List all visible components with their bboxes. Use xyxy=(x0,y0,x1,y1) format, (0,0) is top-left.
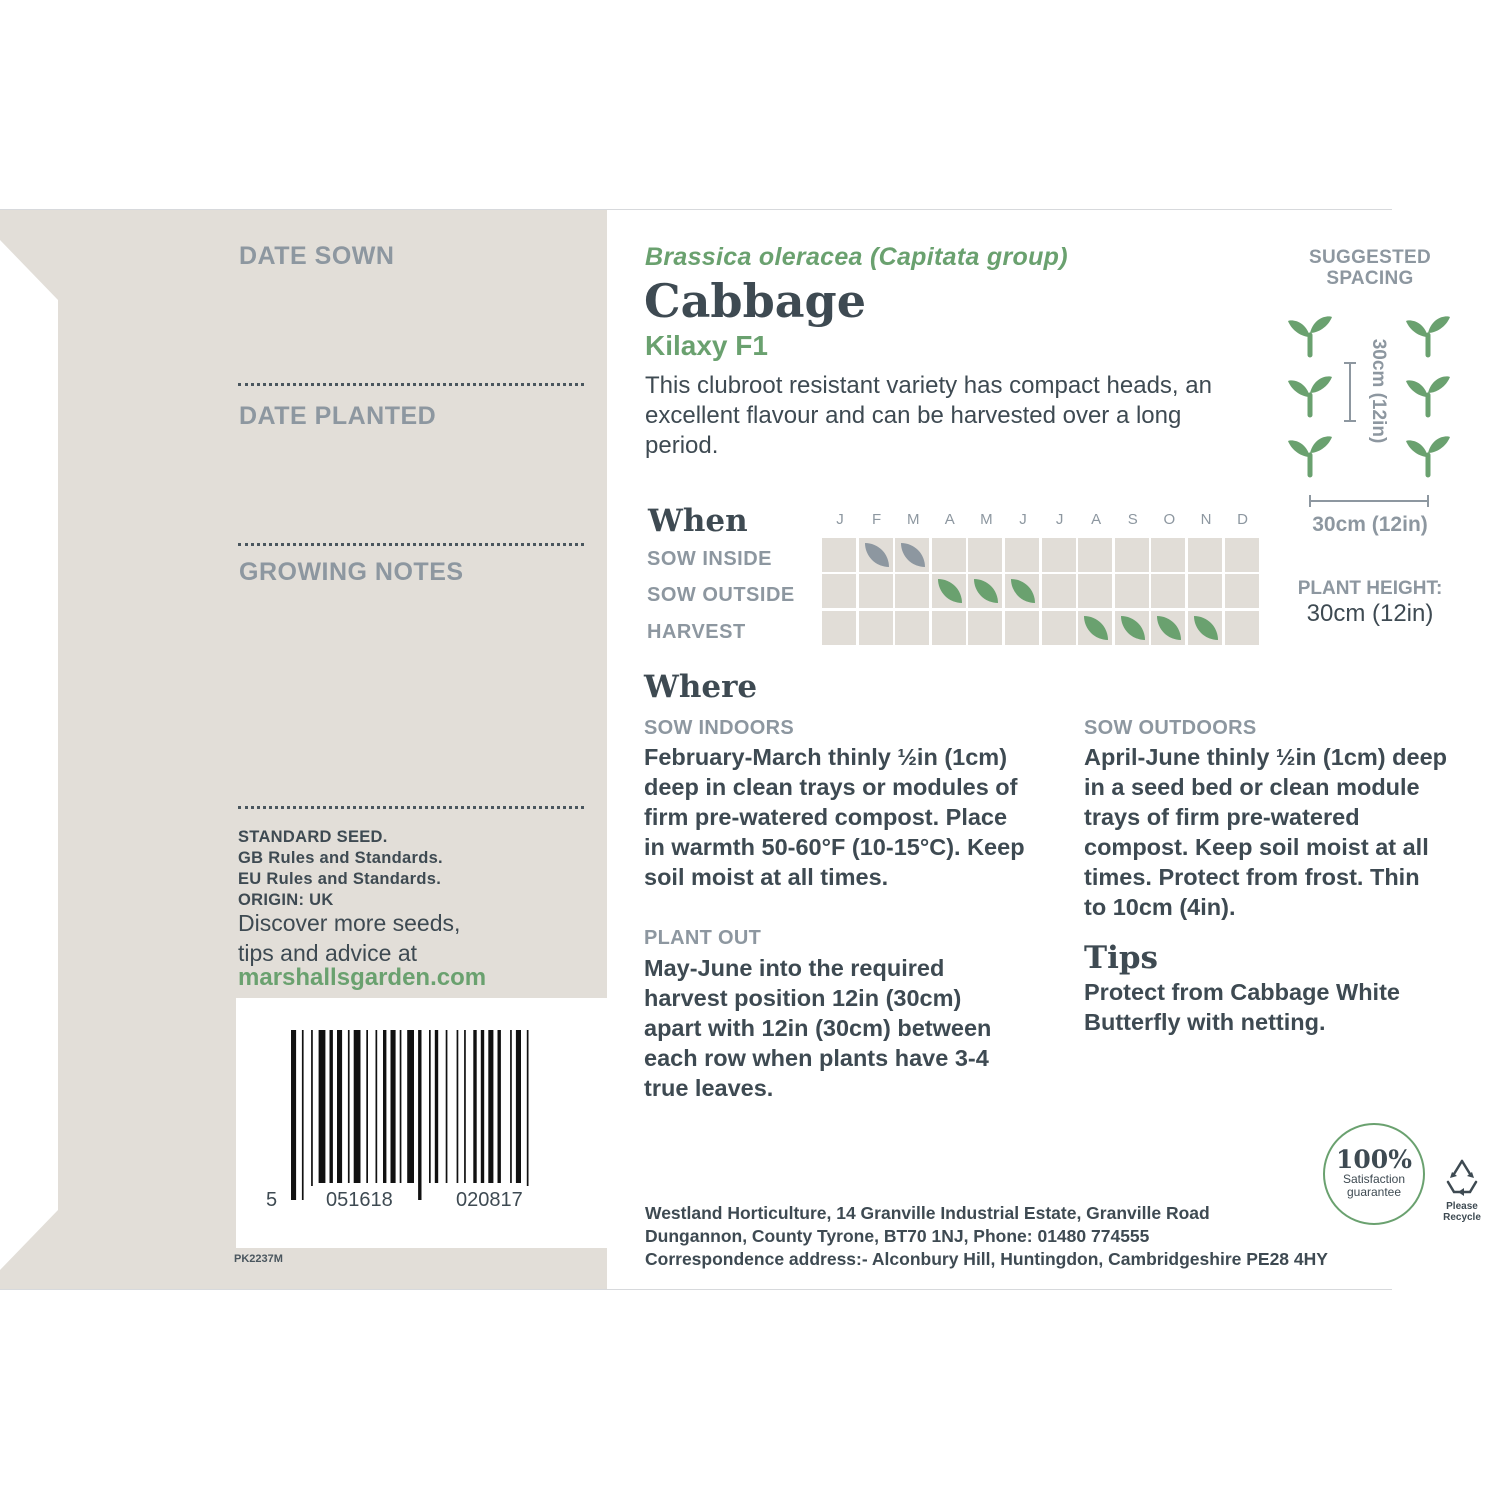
month-label: J xyxy=(1019,511,1027,528)
sow-inside-label: SOW INSIDE xyxy=(647,548,773,570)
spacing-title-line-2: SPACING xyxy=(1326,268,1414,289)
seedling-icon xyxy=(1406,376,1450,415)
address-line-3: Correspondence address:- Alconbury Hill, Huntingdon, Cambridgeshire PE28 4HY xyxy=(645,1249,1328,1269)
leaf-icon xyxy=(938,579,962,603)
satisfaction-badge xyxy=(1323,1123,1425,1225)
sow-outdoors-text xyxy=(1084,742,1447,922)
spacing-vertical-label: 30cm (12in) xyxy=(1368,338,1389,444)
leaf-icon xyxy=(1121,616,1145,640)
plant-out-line: true leaves. xyxy=(644,1075,774,1101)
recycle-icon xyxy=(1442,1158,1482,1196)
badge-line-1: Satisfaction xyxy=(1342,1172,1406,1186)
discover-line-2: tips and advice at xyxy=(238,940,418,966)
calendar-cell xyxy=(1042,574,1076,608)
discover-text xyxy=(238,908,460,968)
plant-out-line: each row when plants have 3-4 xyxy=(644,1045,989,1071)
barcode-bar xyxy=(510,1030,512,1186)
leaf-icon xyxy=(1194,616,1218,640)
barcode-bar xyxy=(429,1030,431,1186)
month-label: O xyxy=(1163,511,1176,528)
sow-indoors-line: firm pre-watered compost. Place xyxy=(644,804,1008,830)
spacing-horizontal-label: 30cm (12in) xyxy=(1312,513,1428,536)
calendar-cell xyxy=(932,538,966,572)
sow-indoors-line: February-March thinly ½in (1cm) xyxy=(644,744,1008,770)
divider-dotted xyxy=(238,806,584,809)
calendar-cell xyxy=(932,574,966,608)
seedling-icon xyxy=(1288,436,1332,475)
eu-rules-text: EU Rules and Standards. xyxy=(238,870,442,888)
sow-outdoors-line: to 10cm (4in). xyxy=(1084,894,1236,920)
sow-outside-label: SOW OUTSIDE xyxy=(647,584,795,606)
calendar-cell xyxy=(895,574,929,608)
recycle-line-2: Recycle xyxy=(1443,1212,1481,1223)
variety-name: Kilaxy F1 xyxy=(645,330,768,361)
barcode-bar xyxy=(464,1030,466,1186)
barcode-bar xyxy=(488,1030,493,1186)
barcode-bar xyxy=(291,1030,296,1200)
growing-notes-label: GROWING NOTES xyxy=(239,558,464,586)
date-sown-label: DATE SOWN xyxy=(239,242,395,270)
date-planted-label: DATE PLANTED xyxy=(239,402,437,430)
barcode-bar xyxy=(348,1030,350,1186)
plant-out-label: PLANT OUT xyxy=(644,927,762,949)
calendar-cell xyxy=(1151,574,1185,608)
month-label: J xyxy=(1055,511,1064,528)
seedling-icon xyxy=(1288,316,1332,355)
barcode-bar xyxy=(516,1030,521,1186)
seedling-icon xyxy=(1406,436,1450,475)
badge-percent: 100% xyxy=(1336,1145,1412,1174)
discover-line-1: Discover more seeds, xyxy=(238,910,461,936)
tips-line: Protect from Cabbage White xyxy=(1084,979,1400,1005)
product-description: This clubroot resistant variety has compact heads, an excellent flavour and can be harvested over a long period. xyxy=(645,372,1212,459)
pack-code: PK2237M xyxy=(234,1253,283,1265)
standard-seed-text: STANDARD SEED. xyxy=(238,828,388,846)
calendar-cell xyxy=(1078,611,1112,645)
barcode-bar xyxy=(457,1030,459,1186)
tips-line: Butterfly with netting. xyxy=(1084,1009,1326,1035)
sow-outdoors-line: trays of firm pre-watered xyxy=(1084,804,1360,830)
month-label: A xyxy=(1091,511,1102,528)
barcode-bar xyxy=(446,1030,448,1186)
barcode-bar xyxy=(330,1030,333,1186)
sow-outdoors-label: SOW OUTDOORS xyxy=(1084,717,1257,739)
calendar-cell xyxy=(1078,538,1112,572)
plant-out-line: May-June into the required xyxy=(644,955,945,981)
calendar-cell xyxy=(1042,538,1076,572)
calendar-cell xyxy=(859,574,893,608)
leaf-icon xyxy=(1011,579,1035,603)
tips-text xyxy=(1084,977,1400,1037)
calendar-cell xyxy=(895,611,929,645)
leaf-icon xyxy=(1157,616,1181,640)
address-line-1: Westland Horticulture, 14 Granville Industrial Estate, Granville Road xyxy=(645,1203,1210,1223)
calendar-cell xyxy=(1151,538,1185,572)
calendar-cell xyxy=(1078,574,1112,608)
spacing-title xyxy=(1290,247,1450,289)
month-label: D xyxy=(1237,511,1249,528)
barcode-bar xyxy=(383,1030,386,1186)
month-label: M xyxy=(980,511,993,528)
spacing-title-line-1: SUGGESTED xyxy=(1309,247,1431,268)
seedling-icon xyxy=(1406,316,1450,355)
calendar-cell xyxy=(1225,611,1259,645)
seedling-icon xyxy=(1288,376,1332,415)
origin-text: ORIGIN: UK xyxy=(238,891,334,909)
barcode-bar xyxy=(498,1030,501,1186)
divider-dotted xyxy=(238,543,584,546)
sow-outdoors-line: in a seed bed or clean module xyxy=(1084,774,1420,800)
barcode-bar xyxy=(418,1030,421,1200)
plant-out-line: apart with 12in (30cm) between xyxy=(644,1015,992,1041)
calendar-cell xyxy=(1005,574,1039,608)
calendar-cell xyxy=(895,538,929,572)
latin-name: Brassica oleracea (Capitata group) xyxy=(645,243,1068,271)
calendar-cell xyxy=(1225,538,1259,572)
plant-height-value: 30cm (12in) xyxy=(1306,600,1434,627)
calendar-cell xyxy=(968,574,1002,608)
sow-outdoors-line: times. Protect from frost. Thin xyxy=(1084,864,1420,890)
calendar-cell xyxy=(822,611,856,645)
barcode-digit-first: 5 xyxy=(266,1189,278,1211)
month-label: F xyxy=(872,511,882,528)
sow-indoors-text xyxy=(644,742,1025,892)
sow-indoors-line: in warmth 50-60°F (10-15°C). Keep xyxy=(644,834,1025,860)
divider-dotted xyxy=(238,383,584,386)
barcode-area xyxy=(236,998,607,1248)
gb-rules-text: GB Rules and Standards. xyxy=(238,849,443,867)
address-line-2: Dungannon, County Tyrone, BT70 1NJ, Phone: 01480 774555 xyxy=(645,1226,1150,1246)
website-link[interactable]: marshallsgarden.com xyxy=(238,964,487,991)
calendar-cell xyxy=(1042,611,1076,645)
calendar-cell xyxy=(822,538,856,572)
plant-height-label: PLANT HEIGHT: xyxy=(1297,578,1443,599)
tips-heading: Tips xyxy=(1084,940,1158,976)
barcode-bar xyxy=(366,1030,368,1186)
barcode-bar xyxy=(400,1030,402,1186)
company-address xyxy=(645,1202,1328,1271)
badge-line-2: guarantee xyxy=(1346,1185,1402,1199)
month-label: A xyxy=(944,511,955,528)
harvest-label: HARVEST xyxy=(647,621,746,643)
barcode-digits-left: 051618 xyxy=(326,1189,393,1211)
barcode-bar xyxy=(391,1030,396,1186)
barcode-bar xyxy=(473,1030,476,1186)
calendar-cell xyxy=(1151,611,1185,645)
sow-indoors-label: SOW INDOORS xyxy=(644,717,794,739)
calendar-cell xyxy=(859,538,893,572)
barcode-bar xyxy=(407,1030,414,1186)
barcode-bar xyxy=(354,1030,361,1186)
barcode-bar xyxy=(311,1030,313,1186)
calendar-cell xyxy=(1005,611,1039,645)
barcode-bar xyxy=(481,1030,484,1186)
month-label: J xyxy=(836,511,844,528)
calendar-cell xyxy=(1188,538,1222,572)
packet-bottom-edge xyxy=(0,1289,1392,1290)
barcode-digits-right: 020817 xyxy=(456,1189,523,1211)
recycle-mark xyxy=(1437,1158,1487,1223)
leaf-icon xyxy=(865,543,889,567)
sow-outdoors-line: April-June thinly ½in (1cm) deep xyxy=(1084,744,1447,770)
leaf-icon xyxy=(1084,616,1108,640)
calendar-cell xyxy=(822,574,856,608)
barcode-bar xyxy=(376,1030,378,1186)
sow-indoors-line: soil moist at all times. xyxy=(644,864,889,890)
calendar-cell xyxy=(1005,538,1039,572)
calendar-cell xyxy=(1115,538,1149,572)
barcode-bar xyxy=(527,1030,529,1186)
plant-out-line: harvest position 12in (30cm) xyxy=(644,985,962,1011)
month-label: M xyxy=(906,511,920,528)
barcode-bar xyxy=(337,1030,342,1186)
recycle-line-1: Please xyxy=(1446,1201,1478,1212)
where-heading: Where xyxy=(644,669,758,705)
month-label: N xyxy=(1200,511,1212,528)
calendar-cell xyxy=(968,611,1002,645)
leaf-icon xyxy=(901,543,925,567)
calendar-cell xyxy=(859,611,893,645)
plant-out-text xyxy=(644,953,991,1103)
calendar-cell xyxy=(1115,611,1149,645)
barcode xyxy=(236,998,607,1248)
calendar-cell xyxy=(1225,574,1259,608)
when-heading: When xyxy=(648,503,748,539)
calendar-cell xyxy=(968,538,1002,572)
barcode-bar xyxy=(435,1030,438,1186)
leaf-icon xyxy=(974,579,998,603)
product-title: Cabbage xyxy=(644,274,866,328)
calendar-cell xyxy=(932,611,966,645)
barcode-bar xyxy=(302,1030,304,1200)
sow-indoors-line: deep in clean trays or modules of xyxy=(644,774,1018,800)
calendar-cell xyxy=(1188,574,1222,608)
sow-outdoors-line: compost. Keep soil moist at all xyxy=(1084,834,1429,860)
barcode-bar xyxy=(319,1030,326,1186)
month-label: S xyxy=(1127,511,1138,528)
calendar-cell xyxy=(1115,574,1149,608)
calendar-cell xyxy=(1188,611,1222,645)
